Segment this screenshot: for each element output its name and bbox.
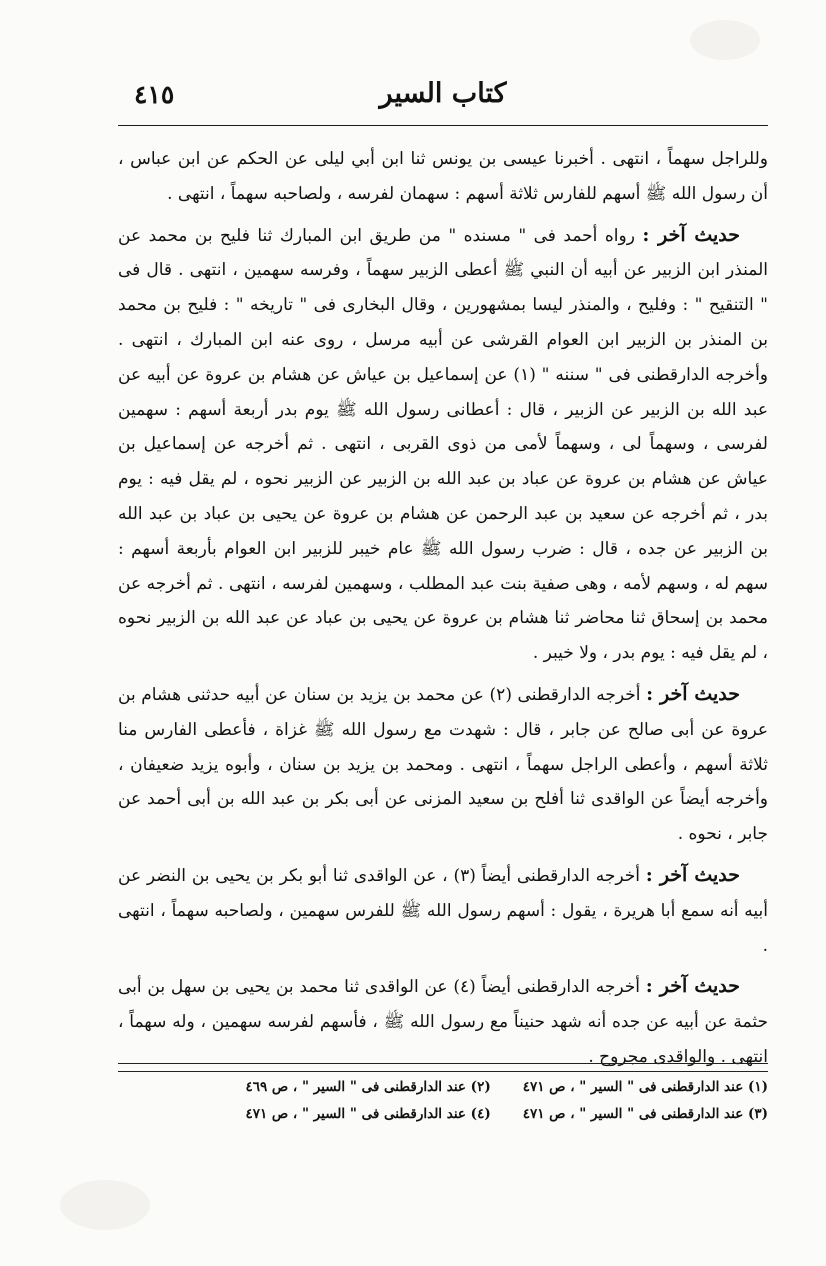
hadith-lead: حديث آخر :: [645, 863, 740, 886]
footnote-4: (٤) عند الدارقطنى فى " السير " ، ص ٤٧١: [245, 1106, 491, 1122]
paper-speck: [690, 20, 760, 60]
running-header: [118, 76, 768, 126]
paragraph: [118, 969, 768, 1074]
hadith-lead: حديث آخر :: [646, 682, 740, 705]
paragraph-text: وللراجل سهماً ، انتهى . أخبرنا عيسى بن يونس ثنا ابن أبي ليلى عن الحكم عن ابن عباس ، أن رسول الله ﷺ أسهم للفارس ثلاثة أسهم : سهمان لفرسه ، ولصاحبه سهماً ، انتهى .: [118, 149, 768, 204]
paragraph-text: أخرجه الدارقطنى أيضاً (٤) عن الواقدى ثنا محمد بن يحيى بن سهل بن أبى حثمة عن أبيه عن جده أنه شهد حنيناً مع رسول الله ﷺ ، فأسهم لفرسه سهمين ، وله سهماً ، انتهى . والواقدى مجروح .: [118, 977, 768, 1067]
footnote-row: [118, 1074, 768, 1101]
chapter-title: كتاب السير: [379, 78, 507, 109]
footnote-row: [118, 1101, 768, 1128]
footnote-2: (٢) عند الدارقطنى فى " السير " ، ص ٤٦٩: [245, 1079, 491, 1095]
header-rule: [118, 125, 768, 126]
paragraph-text: أخرجه الدارقطنى أيضاً (٣) ، عن الواقدى ثنا أبو بكر بن يحيى بن النضر عن أبيه أنه سمع أبا هريرة ، يقول : أسهم رسول الله ﷺ للفرس سهمين ، ولصاحبه سهماً ، انتهى .: [118, 865, 768, 956]
paragraph-text: أخرجه الدارقطنى (٢) عن محمد بن يزيد بن سنان عن أبيه حدثنى هشام بن عروة عن أبى صالح عن جابر ، قال : شهدت مع رسول الله ﷺ غزاة ، فأعطى الفارس منا ثلاثة أسهم ، وأعطى الراجل سهماً ، انتهى . ومحمد بن يزيد بن سنان ، وأبوه يزيد ضعيفان ، وأخرجه أيضاً عن الواقدى ثنا أفلح بن سعيد المزنى عن أبى بكر بن عبد الله بن أبى أحمد عن جابر ، نحوه .: [118, 684, 768, 845]
paragraph: [118, 677, 768, 852]
paragraph: [118, 858, 768, 963]
paper-speck: [60, 1180, 150, 1230]
footnote-separator: [118, 1063, 768, 1072]
footnote-1: (١) عند الدارقطنى فى " السير " ، ص ٤٧١: [522, 1079, 768, 1095]
paragraph-text: رواه أحمد فى " مسنده " من طريق ابن المبارك ثنا فليح بن محمد عن المنذر ابن الزبير عن أبيه أن النبي ﷺ أعطى الزبير سهماً ، وفرسه سهمين ، انتهى . قال فى " التنقيح " : وفليح ، والمنذر ليسا بمشهورين ، وقال البخارى فى " تاريخه " : فليح بن محمد بن المنذر بن الزبير ابن العوام القرشى عن أبيه مرسل ، روى عنه ابن المبارك ، انتهى . وأخرجه الدارقطنى فى " سننه " (١) عن إسماعيل بن عياش عن هشام بن عروة عن أبيه عن عبد الله بن الزبير عن الزبير ، قال : أعطانى رسول الله ﷺ يوم بدر أربعة أسهم : سهمين لفرسى ، وسهماً لى ، وسهماً لأمى من ذوى القربى ، انتهى . ثم أخرجه عن إسماعيل بن عياش عن هشام بن عروة عن عباد بن عبد الله بن الزبير عن الزبير نحوه ، لم يقل فيه : يوم بدر ، ثم أخرجه عن سعيد بن عبد الرحمن عن هشام بن عروة عن يحيى بن عباد بن عبد الله بن الزبير عن جده ، قال : ضرب رسول الله ﷺ عام خيبر للزبير ابن العوام بأربعة أسهم : سهم له ، وسهم لأمه ، وهى صفية بنت عبد المطلب ، وسهمين لفرسه ، انتهى . ثم أخرجه عن محمد بن إسحاق ثنا محاضر ثنا هشام بن عروة عن يحيى بن عباد عن عبد الله بن الزبير نحوه ، لم يقل فيه : يوم بدر ، ولا خيبر .: [118, 225, 768, 664]
paragraph: [118, 142, 768, 212]
main-text: [118, 142, 768, 1081]
footnotes: [118, 1074, 768, 1128]
hadith-lead: حديث آخر :: [645, 975, 740, 998]
footnote-3: (٣) عند الدارقطنى فى " السير " ، ص ٤٧١: [522, 1106, 768, 1122]
paragraph: [118, 218, 768, 671]
hadith-lead: حديث آخر :: [642, 223, 740, 246]
page-number: ٤١٥: [134, 80, 175, 109]
